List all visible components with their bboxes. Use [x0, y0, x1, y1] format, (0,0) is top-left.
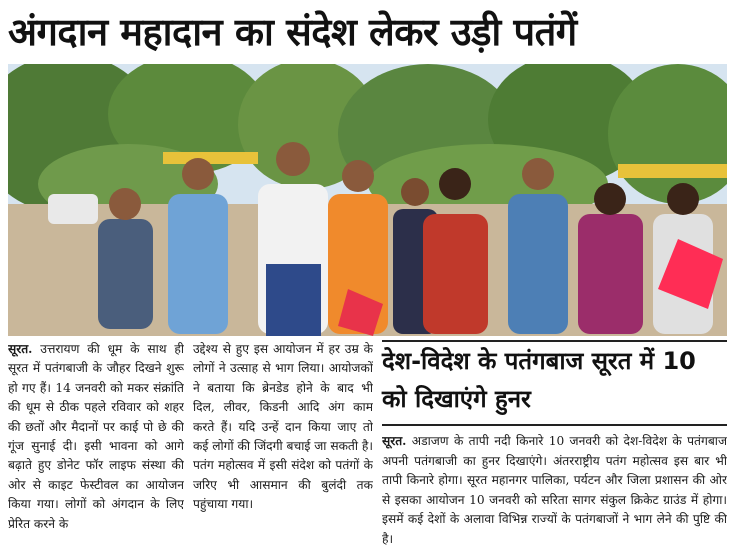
article-column-3 [382, 432, 727, 546]
dateline-place: सूरत. [382, 434, 407, 448]
sub-headline: देश-विदेश के पतंगबाज सूरत में 10 को दिखाएंगे हुनर [382, 340, 727, 424]
headline: अंगदान महादान का संदेश लेकर उड़ी पतंगें [8, 10, 577, 54]
photo-tent [618, 164, 727, 178]
photo-car [48, 194, 98, 224]
news-photo [8, 64, 727, 336]
dateline-place: सूरत. [8, 342, 33, 356]
article-body-text: उद्देश्य से हुए इस आयोजन में हर उम्र के लोगों ने उत्साह से भाग लिया। आयोजकों ने बताया कि ब्रेनडेड होने के बाद भी दिल, लीवर, किडनी आदि अंग काम करते हैं। यदि उन्हें दान किया जाए तो कई लोगों की जिंदगी बचाई जा सकती है। पतंग महोत्सव में इसी संदेश को पतंगों के जरिए भी आसमान की बुलंदी तक पहुंचाया गया। [193, 342, 373, 512]
article-column-2 [193, 340, 373, 546]
photo-illustration [8, 64, 727, 336]
divider [382, 424, 727, 426]
article-column-1 [8, 340, 184, 546]
article-body-text: उत्तरायण की धूम के साथ ही सूरत में पतंगबाजी के जौहर दिखने शुरू हो गए हैं। 14 जनवरी को मकर संक्रांति की धूम से ठीक पहले रविवार को शहर की छतों और मैदानों पर काई पो छे की गूंज सुनाई दी। इसी भावना को आगे बढ़ाते हुए डोनेट फॉर लाइफ संस्था की ओर से काइट फेस्टीवल का आयोजन किया गया। लोगों को अंगदान के लिए प्रेरित करने के [8, 342, 184, 531]
article-body-text: अडाजण के तापी नदी किनारे 10 जनवरी को देश-विदेश के पतंगबाज अपनी पतंगबाजी का हुनर दिखाएंगे। अंतरराष्ट्रीय पतंग महोत्सव इस बार भी तापी किनारे होगा। सूरत महानगर पालिका, पर्यटन और जिला प्रशासन की ओर से इसका आयोजन 10 जनवरी को सरिता सागर संकुल क्रिकेट ग्राउंड में होगा। इसमें कई देशों के अलावा विभिन्न राज्यों के पतंगबाजों ने भाग लेने की पुष्टि की है। [382, 434, 727, 546]
photo-tent [163, 152, 258, 164]
